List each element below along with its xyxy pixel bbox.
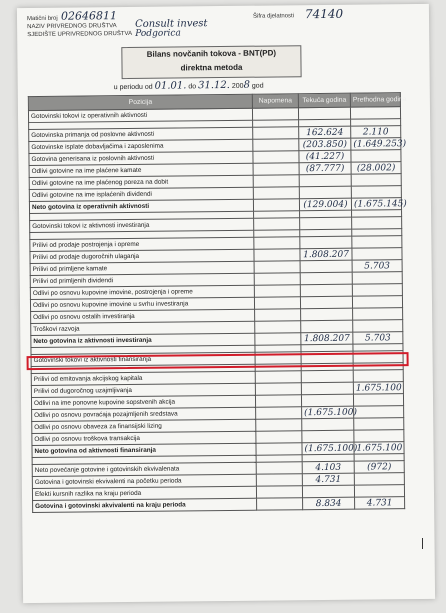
row-label: Odlivi po osnovu troškova transakcija (32, 431, 256, 445)
row-previous-year (352, 296, 402, 309)
period-year-digit: 8 (243, 79, 250, 91)
row-previous-year (350, 107, 400, 120)
period-to: 31.12. (198, 79, 230, 92)
company-name-value: Consult invest (135, 18, 208, 30)
row-previous-year: 2.110 (351, 126, 401, 139)
header-position: Pozicija (28, 94, 252, 110)
row-note (255, 371, 301, 383)
header-current-year: Tekuća godina (298, 93, 350, 108)
row-previous-year: 5.703 (353, 332, 403, 345)
row-current-year: (41.227) (299, 150, 351, 163)
row-previous-year: 4.731 (355, 497, 405, 510)
row-label: Neto gotovina od aktivnosti finansiranja (32, 443, 256, 457)
row-note (254, 297, 300, 309)
company-seat-value: Podgorica (135, 28, 181, 39)
company-name-label: NAZIV PRIVREDNOG DRUŠTVA (27, 23, 117, 31)
row-note (257, 498, 303, 510)
row-label: Gotovinski tokovi iz aktivnosti investiranja (30, 218, 254, 232)
row-note (256, 443, 302, 455)
registration-number-label: Matični broj (26, 15, 58, 23)
row-label: Prilivi od primljene kamate (30, 261, 254, 275)
row-previous-year: 1.675.100 (353, 382, 403, 395)
form-title (121, 45, 301, 79)
row-label: Gotovinski tokovi iz aktivnosti finansiranja (31, 352, 255, 366)
row-current-year: (203.850) (299, 138, 351, 151)
row-current-year (301, 308, 353, 321)
row-previous-year (352, 236, 402, 249)
row-note (253, 163, 299, 175)
row-note (256, 486, 302, 498)
text-cursor (422, 538, 423, 549)
period-prefix: u periodu od (113, 83, 153, 92)
row-note (255, 309, 301, 321)
row-note (256, 474, 302, 486)
row-current-year: (1.675.100) (302, 406, 354, 419)
row-label: Gotovinski tokovi iz operativnih aktivnosti (28, 108, 252, 122)
registration-number-value: 02646811 (60, 9, 118, 23)
row-label: Odlivi gotovine na ime isplaćenih dividendi (29, 187, 253, 201)
row-previous-year: 1.675.100 (354, 442, 404, 455)
row-current-year (300, 236, 352, 249)
row-note (254, 218, 300, 230)
row-label: Gotovina i gotovinski akvivalenti na kraju perioda (33, 498, 257, 512)
row-previous-year (353, 370, 403, 383)
row-note (254, 261, 300, 273)
row-label: Odlivi gotovine na ime plaćenog poreza na dobit (29, 175, 253, 189)
row-label: Odlivi po osnovu kupovine imovine u svrhu investiranja (30, 297, 254, 311)
row-note (255, 333, 301, 345)
row-label: Gotovinska primanja od poslovne aktivnosti (29, 127, 253, 141)
row-current-year (300, 217, 352, 230)
row-label: Prilivi od prodaje postrojenja i opreme (30, 237, 254, 251)
row-previous-year (353, 394, 403, 407)
row-previous-year (352, 272, 402, 285)
period-mid: do (188, 83, 197, 91)
row-current-year (301, 370, 353, 383)
row-previous-year (351, 174, 401, 187)
row-current-year: 4.103 (302, 461, 354, 474)
row-previous-year (353, 320, 403, 333)
row-previous-year (352, 217, 402, 230)
row-note (254, 249, 300, 261)
row-label: Efekti kursnih razlika na kraju perioda (32, 486, 256, 500)
row-current-year (300, 260, 352, 273)
reporting-period (114, 80, 264, 93)
row-current-year: (129.004) (299, 198, 351, 211)
row-note (253, 139, 299, 151)
form-title-line1: Bilans novčanih tokova - BNT(PD) (146, 48, 277, 59)
row-label: Gotovina generisana iz poslovnih aktivnosti (29, 151, 253, 165)
row-label: Neto gotovina iz operativnih aktivnosti (29, 199, 253, 213)
row-note (256, 419, 302, 431)
row-note (253, 199, 299, 211)
period-year-prefix: 200 (231, 82, 244, 90)
row-current-year (300, 296, 352, 309)
row-current-year: (87.777) (299, 162, 351, 175)
row-previous-year (352, 248, 402, 261)
period-from: 01.01. (154, 80, 187, 92)
row-note (254, 285, 300, 297)
row-previous-year (354, 406, 404, 419)
row-label: Odlivi po osnovu povraćaja pozajmljenih sredstava (32, 407, 256, 421)
row-label: Gotovinske isplate dobavljačima i zaposlenima (29, 139, 253, 153)
row-note (253, 127, 299, 139)
row-current-year (302, 418, 354, 431)
header-previous-year: Prethodna godina (350, 93, 400, 108)
row-previous-year (354, 473, 404, 486)
row-label: Prilivi od emitovanja akcijskog kapitala (31, 371, 255, 385)
row-previous-year: (1.649.253) (351, 138, 401, 151)
row-note (255, 395, 301, 407)
row-note (254, 273, 300, 285)
row-previous-year (351, 150, 401, 163)
row-current-year (301, 382, 353, 395)
row-label: Odlivi po osnovu ostalih investiranja (31, 309, 255, 323)
row-label: Troškovi razvoja (31, 321, 255, 335)
row-note (252, 108, 298, 120)
period-suffix: god (251, 82, 264, 90)
header-note: Napomena (252, 94, 298, 108)
row-previous-year: (1.675.145) (351, 198, 401, 211)
row-label: Odlivi na ime ponovne kupovine sopstvenih akcija (31, 395, 255, 409)
row-current-year: 1.808.207 (300, 248, 352, 261)
row-label: Prilivi od prodaje dugoročnih ulaganja (30, 249, 254, 263)
row-previous-year: (28.002) (351, 162, 401, 175)
row-current-year (301, 394, 353, 407)
row-label: Odlivi po osnovu obaveza za finansijski lizing (32, 419, 256, 433)
row-label: Prilivi od dugoročnog uzajmljivanja (31, 383, 255, 397)
row-note (256, 407, 302, 419)
activity-code-value: 74140 (304, 6, 344, 22)
row-current-year: (1.675.100) (302, 442, 354, 455)
row-note (253, 151, 299, 163)
row-previous-year (352, 284, 402, 297)
activity-code-label: Šifra djelatnosti (252, 13, 295, 20)
row-note (255, 383, 301, 395)
row-label: Odlivi gotovine na ime plaćene kamate (29, 163, 253, 177)
row-current-year (301, 320, 353, 333)
row-current-year: 8.834 (303, 497, 355, 510)
row-label: Prilivi od primljenih dividendi (30, 273, 254, 287)
row-previous-year (354, 418, 404, 431)
row-current-year (300, 284, 352, 297)
row-previous-year (351, 186, 401, 199)
company-seat-label: SJEDIŠTE UPRIVREDNOG DRUŠTVA (27, 30, 133, 39)
row-current-year: 4.731 (302, 473, 354, 486)
table-body (28, 107, 407, 513)
row-current-year: 1.808.207 (301, 332, 353, 345)
scanned-form (17, 4, 435, 603)
row-previous-year (353, 308, 403, 321)
row-previous-year (354, 430, 404, 443)
row-previous-year: (972) (354, 461, 404, 474)
row-label: Gotovina i gotovinski ekvivalenti na početku perioda (32, 474, 256, 488)
row-current-year (302, 430, 354, 443)
form-title-line2: direktna metoda (180, 62, 243, 73)
row-current-year (298, 107, 350, 120)
row-note (253, 187, 299, 199)
row-note (256, 431, 302, 443)
row-current-year (300, 272, 352, 285)
row-note (253, 175, 299, 187)
row-note (254, 237, 300, 249)
row-previous-year (354, 485, 404, 498)
row-label: Odlivi po osnovu kupovine imovine, postrojenja i opreme (30, 285, 254, 299)
row-note (256, 462, 302, 474)
row-previous-year: 5.703 (352, 260, 402, 273)
row-current-year (299, 174, 351, 187)
row-current-year (299, 186, 351, 199)
cash-flow-table (28, 92, 405, 513)
table-row (33, 497, 405, 513)
row-note (255, 321, 301, 333)
row-current-year: 162.624 (299, 126, 351, 139)
row-label: Neto gotovina iz aktivnosti investiranja (31, 333, 255, 347)
row-label: Neto povećanje gotovine i gotovinskih ekvivalenata (32, 462, 256, 476)
row-current-year (302, 485, 354, 498)
